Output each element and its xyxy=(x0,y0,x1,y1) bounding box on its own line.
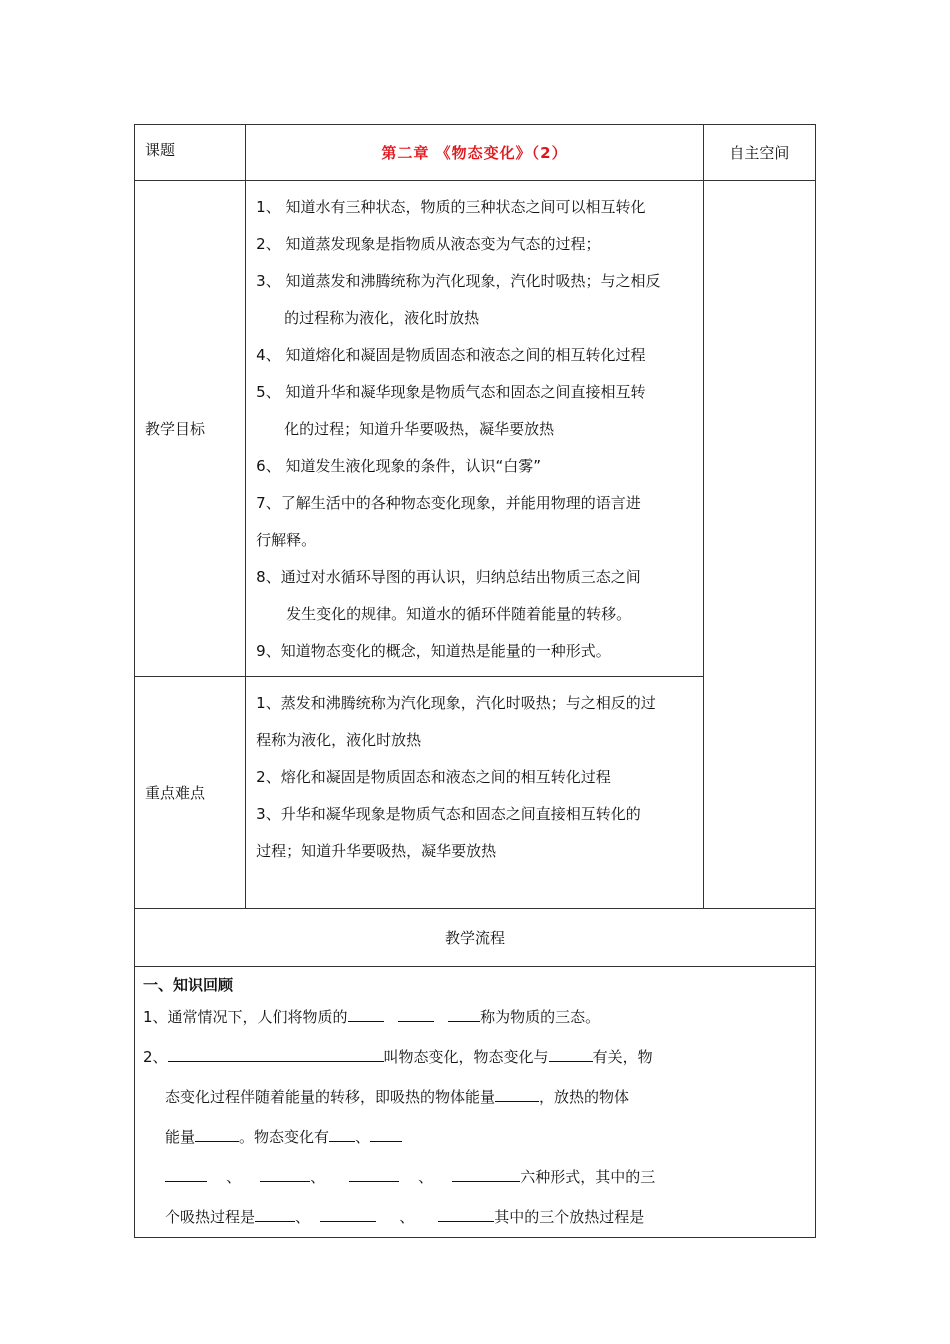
answer-blank[interactable] xyxy=(370,1127,402,1142)
objective-line: 4、 知道熔化和凝固是物质固态和液态之间的相互转化过程 xyxy=(256,346,646,364)
keypoint-line: 3、升华和凝华现象是物质气态和固态之间直接相互转化的 xyxy=(256,805,641,823)
keypoint-line: 1、蒸发和沸腾统称为汽化现象，汽化时吸热；与之相反的过 xyxy=(256,694,656,712)
objectives-label: 教学目标 xyxy=(135,181,246,677)
review-row xyxy=(135,967,816,1238)
keypoint-line: 过程；知道升华要吸热，凝华要放热 xyxy=(256,842,497,860)
answer-blank[interactable] xyxy=(348,1007,384,1022)
answer-blank[interactable] xyxy=(398,1007,434,1022)
topic-label: 课题 xyxy=(135,125,246,181)
keypoints-label: 重点难点 xyxy=(135,677,246,909)
answer-blank[interactable] xyxy=(549,1047,593,1062)
review-heading: 一、知识回顾 xyxy=(143,976,234,994)
lesson-plan-table xyxy=(134,124,816,1238)
side-space-column xyxy=(703,181,815,909)
header-row xyxy=(135,125,816,181)
objective-line: 9、知道物态变化的概念，知道热是能量的一种形式。 xyxy=(256,642,611,660)
keypoints-list xyxy=(246,677,704,909)
objective-line: 5、 知道升华和凝华现象是物质气态和固态之间直接相互转 xyxy=(256,383,646,401)
answer-blank[interactable] xyxy=(165,1167,207,1182)
answer-blank[interactable] xyxy=(329,1127,355,1142)
question-2-line-2: 态变化过程伴随着能量的转移，即吸热的物体能量 ，放热的物体 xyxy=(165,1088,630,1106)
objective-line: 6、 知道发生液化现象的条件，认识“白雾” xyxy=(256,457,542,475)
objective-line: 化的过程；知道升华要吸热，凝华要放热 xyxy=(284,420,555,438)
question-1: 1、通常情况下，人们将物质的 称为物质的三态。 xyxy=(143,1008,601,1026)
side-space-label: 自主空间 xyxy=(703,125,815,181)
teaching-flow-label: 教学流程 xyxy=(135,909,816,967)
keypoint-line: 2、熔化和凝固是物质固态和液态之间的相互转化过程 xyxy=(256,768,611,786)
keypoint-line: 程称为液化，液化时放热 xyxy=(256,731,422,749)
objective-line: 7、了解生活中的各种物态变化现象，并能用物理的语言进 xyxy=(256,494,641,512)
answer-blank[interactable] xyxy=(448,1007,480,1022)
objectives-list xyxy=(246,181,704,677)
question-2-line-5: 个吸热过程是 、 、 其中的三个放热过程是 xyxy=(165,1208,645,1226)
objective-line: 发生变化的规律。知道水的循环伴随着能量的转移。 xyxy=(286,605,632,623)
answer-blank[interactable] xyxy=(349,1167,399,1182)
flow-row xyxy=(135,909,816,967)
review-section xyxy=(135,967,816,1238)
answer-blank[interactable] xyxy=(495,1087,539,1102)
answer-blank[interactable] xyxy=(452,1167,520,1182)
question-2-line-1: 2、 叫物态变化，物态变化与 有关，物 xyxy=(143,1048,653,1066)
objective-line: 1、 知道水有三种状态，物质的三种状态之间可以相互转化 xyxy=(256,198,646,216)
question-2-line-3: 能量 。物态变化有 、 xyxy=(143,1117,805,1157)
objective-line: 2、 知道蒸发现象是指物质从液态变为气态的过程； xyxy=(256,235,601,253)
answer-blank[interactable] xyxy=(320,1207,376,1222)
answer-blank[interactable] xyxy=(168,1047,384,1062)
lesson-title: 第二章 《物态变化》（2） xyxy=(246,125,704,181)
objective-line: 的过程称为液化，液化时放热 xyxy=(284,309,480,327)
answer-blank[interactable] xyxy=(260,1167,310,1182)
objective-line: 8、通过对水循环导图的再认识，归纳总结出物质三态之间 xyxy=(256,568,641,586)
objective-line: 3、 知道蒸发和沸腾统称为汽化现象，汽化时吸热；与之相反 xyxy=(256,272,661,290)
objective-line: 行解释。 xyxy=(256,531,317,549)
answer-blank[interactable] xyxy=(438,1207,494,1222)
objectives-row xyxy=(135,181,816,677)
question-2-line-4: 、 、 、 六种形式，其中的三 xyxy=(143,1157,805,1197)
answer-blank[interactable] xyxy=(195,1127,239,1142)
answer-blank[interactable] xyxy=(255,1207,295,1222)
